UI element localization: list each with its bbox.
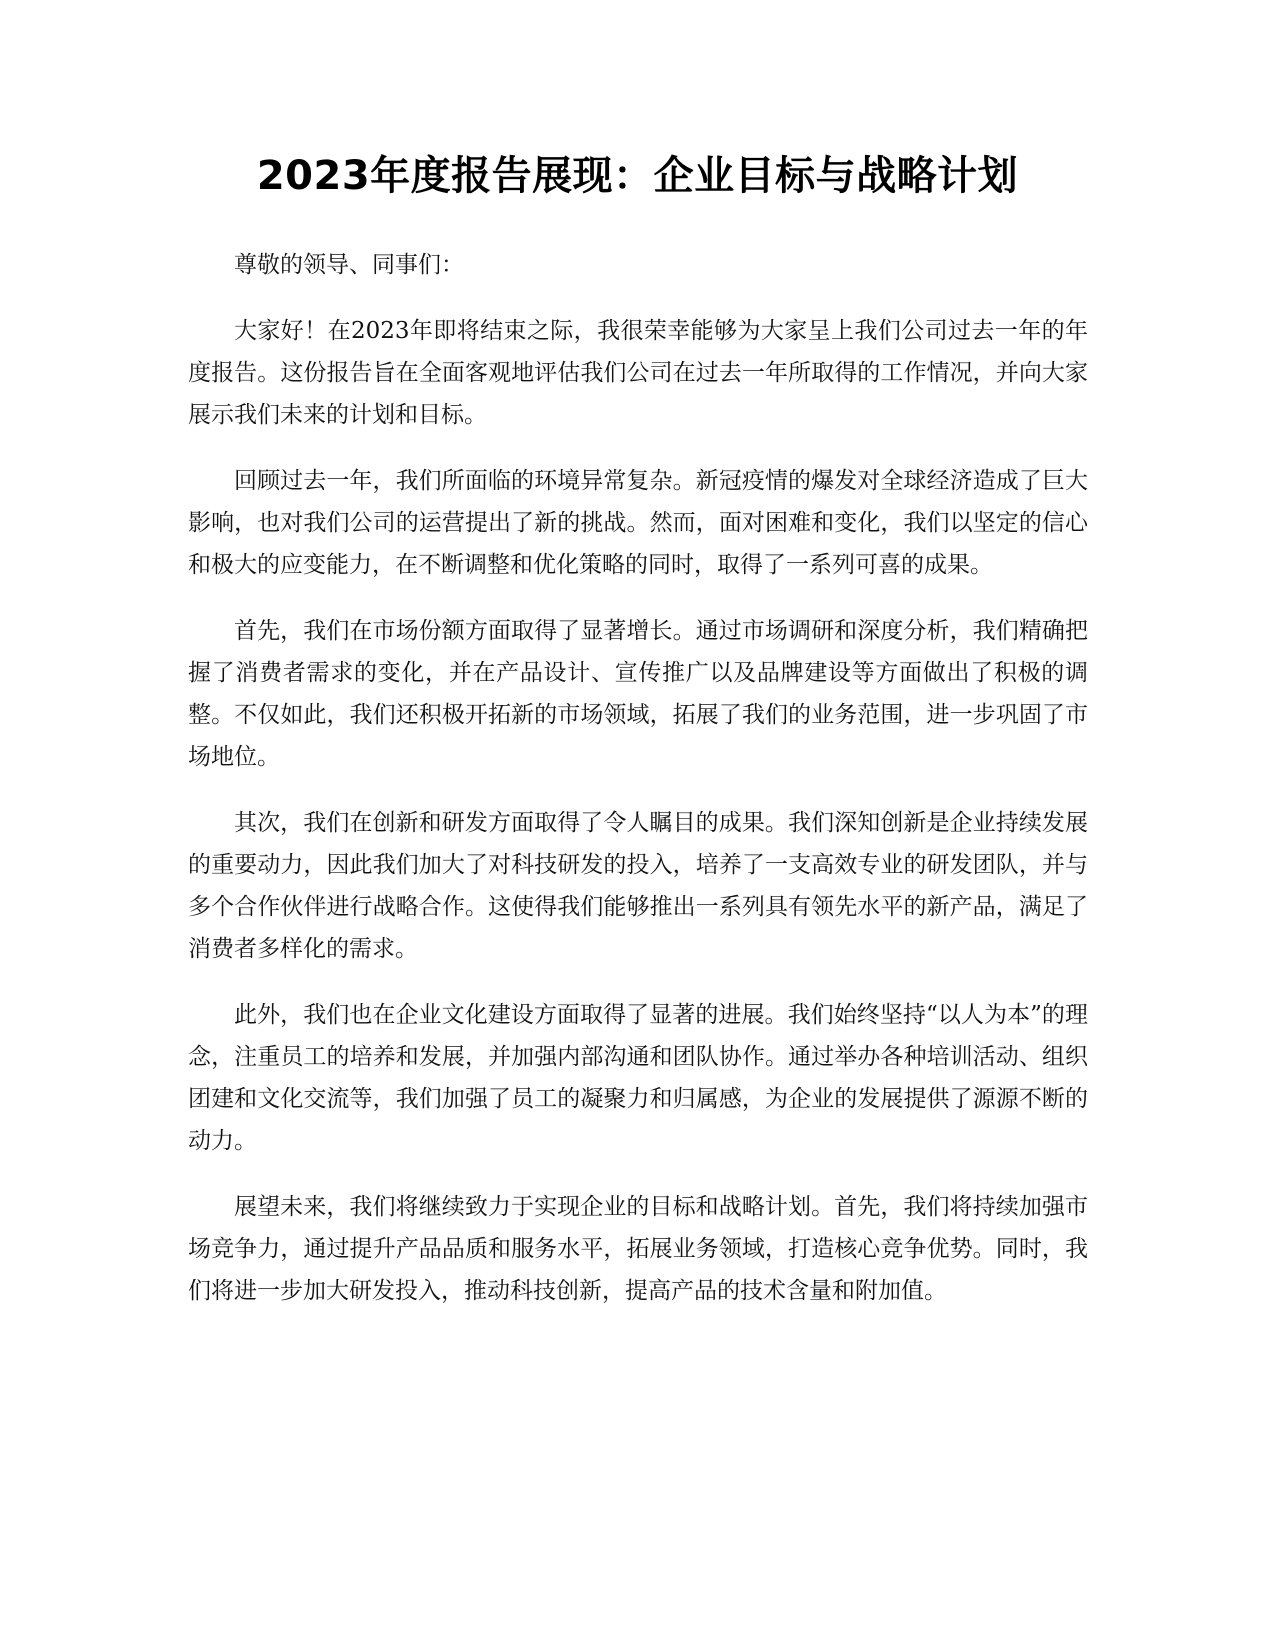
paragraph-outlook: 展望未来，我们将继续致力于实现企业的目标和战略计划。首先，我们将持续加强市场竞争力，通过提升产品品质和服务水平，拓展业务领域，打造核心竞争优势。同时，我们将进一步加大研发投入，推动科技创新，提高产品的技术含量和附加值。 — [188, 1194, 1088, 1304]
paragraph-innovation: 其次，我们在创新和研发方面取得了令人瞩目的成果。我们深知创新是企业持续发展的重要动力，因此我们加大了对科技研发的投入，培养了一支高效专业的研发团队，并与多个合作伙伴进行战略合作。这使得我们能够推出一系列具有领先水平的新产品，满足了消费者多样化的需求。 — [188, 810, 1088, 962]
paragraph-salutation: 尊敬的领导、同事们： — [234, 252, 464, 278]
paragraph-greeting: 大家好！在2023年即将结束之际，我很荣幸能够为大家呈上我们公司过去一年的年度报告。这份报告旨在全面客观地评估我们公司在过去一年所取得的工作情况，并向大家展示我们未来的计划和目标。 — [188, 318, 1088, 428]
document-title: 2023年度报告展现：企业目标与战略计划 — [256, 153, 1019, 199]
paragraph-review: 回顾过去一年，我们所面临的环境异常复杂。新冠疫情的爆发对全球经济造成了巨大影响，也对我们公司的运营提出了新的挑战。然而，面对困难和变化，我们以坚定的信心和极大的应变能力，在不断调整和优化策略的同时，取得了一系列可喜的成果。 — [188, 468, 1088, 578]
paragraph-market: 首先，我们在市场份额方面取得了显著增长。通过市场调研和深度分析，我们精确把握了消费者需求的变化，并在产品设计、宣传推广以及品牌建设等方面做出了积极的调整。不仅如此，我们还积极开拓新的市场领域，拓展了我们的业务范围，进一步巩固了市场地位。 — [188, 618, 1088, 770]
paragraph-culture: 此外，我们也在企业文化建设方面取得了显著的进展。我们始终坚持“以人为本”的理念，注重员工的培养和发展，并加强内部沟通和团队协作。通过举办各种培训活动、组织团建和文化交流等，我们加强了员工的凝聚力和归属感，为企业的发展提供了源源不断的动力。 — [188, 1002, 1088, 1154]
document-body — [188, 244, 1088, 1336]
